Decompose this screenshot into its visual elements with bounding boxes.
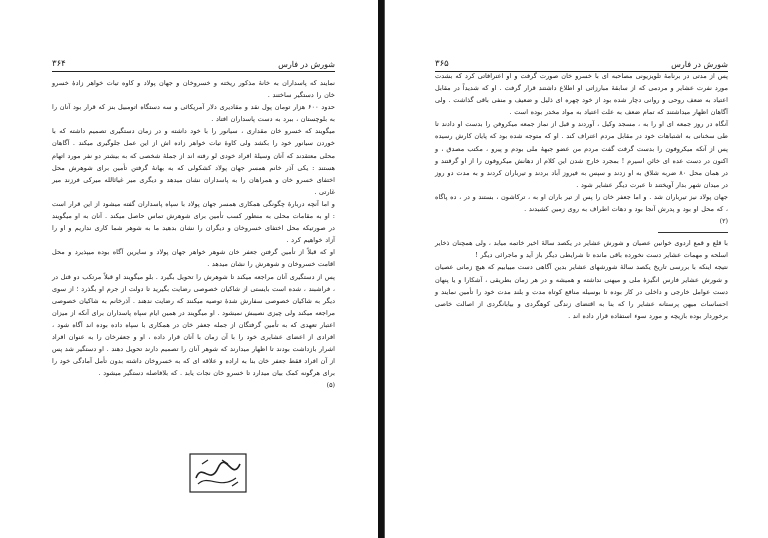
left-paragraph-6: پس از دستگیری آنان مراجعه میکند تا شوهرش را تحویل بگیرد . بلو میگویند او قبلاً مرتکب دو قتل در ، فراشبند ، شده است بایستی از شاکیان خصوصی رضایت بگیرید تا دولت از جرم او بگذرد ؛ از سوی دیگر به شاکیان خصوصی سفارش شدهٔ توصیه میکنند که رضایت ندهند . آذرخانم به شاکیان خصوصی مراجعه میکند ولی چیزی نصیبش نمیشود . او میگویند در همین ایام سپاه پاسداران برای آنکه از میزان اعتبار تعهدی که به تأمین گرفتگان از جمله جعفر خان در همکاری با سپاه داده بوده اند آگاه شود ، افرادی از اعضای عشایری خود را با آن زمان با آنان قرار داده ، او و جعفرخان را به عنوان افراد اشرار بازداشت بودند تا اظهار میدارند که شوهر آنان را تصمیم دارند تحویل دهند . او دستگیر شد پس از آن افراد فقط جعفر خان بنا به اراده و علاقه ای که به خسروخان داشته بدون تأمل آمادگی خود را برای هرگونه کمک بیان میدارد تا خسرو خان نجات یابد . که بلافاصله دستگیر میشود . — [52, 272, 335, 378]
left-paragraph-4: و اما آنچه دربارهٔ چگونگی همکاری همسر جهان پولاد با سپاه پاسداران گفته میشود از این قرار است : او به مقامات محلی به منظور کسب تأمین برای شوهرش تماس حاصل میکند . آنان به او میگویند در صورتیکه محل اختفای خسروخان و دیگران را نشان بدهید ما به شوهر شما کاری نداریم و او را آزاد خواهیم کرد . — [52, 199, 335, 245]
right-page-number: ۳۶۵ — [435, 59, 449, 69]
right-paragraph-5: نتیجه اینکه با بررسی تاریخ یکصد سالهٔ شورشهای عشایر بدین آگاهی دست مییابیم که هیچ زمانی عصیان و شورش عشایر فارس انگیزهٔ ملی و میهنی نداشته و همیشه و در هر زمان بطریقی ، آشکارا و یا پنهان دست عوامل خارجی و داخلی در کار بوده تا بوسیله منافع کوتاه مدت و بلند مدت خود را تأمین نمایند و احساسات میهن پرستانه عشایر را که بنا به اقتضای زندگی کوهگردی و بیابانگردی از اصالت خاصی برخوردار بوده بازیچه و مورد سوء استفاده قرار داده اند . — [435, 263, 728, 320]
left-paragraph-3: میگویند که خسرو خان مقداری ، سیانور را با خود داشته و در زمان دستگیری تصمیم داشته که با خوردن سیانور خود را بکشد ولی کاوهٔ تیات خواهر زاده اش از این عمل جلوگیری میکند . آگاهان محلی معتقدند که آنان وسیلهٔ افراد خودی لو رفته اند از جملهٔ شخصی که به بیشتر دو نفر مورد اتهام هستند : یکی آذر خانم همسر جهان پولاد کشکولی که به بهانهٔ گرفتن تأمین برای شوهرش محل اختفای خسرو خان و همراهان را به پاسداران نشان میدهد و دیگری میر غیاثالله میرکی فرزند میر غارتی . — [52, 127, 335, 196]
left-footnote-marker: (۵) — [326, 381, 335, 390]
right-paragraph-1: پس از مدتی در برنامهٔ تلویزیونی مصاحبه ای با خسرو خان صورت گرفت و او اعترافاتی کرد که بشدت مورد نفرت عشایر و مردمی که از سابقهٔ مبارزاتی او اطلاع داشتند قرار گرفت . او که شدیداً در مقابل اعتیاد به ضعف روحی و روانی دچار شده بود از خود چهره ای ذلیل و ضعیف و منفی باقی گذاشت . ولی آگاهان اظهار میداشتند که تمام ضعف به علت اعتیاد به مواد مخدر بوده است . — [435, 72, 728, 117]
right-paragraph-3: جهان پولاد نیز تیرباران شد . و اما جعفر خان را پس از تیر باران او به ، ترکاشون ، بستند و در ، ده پاگاه ، که محل او بود و پدرش آنجا بود و دهات اطراف به روی زمین کشیدند . — [435, 192, 728, 214]
left-page-body — [52, 77, 335, 391]
left-running-title: شورش در فارس — [278, 60, 335, 69]
left-page-number: ۳۶۴ — [52, 59, 66, 69]
right-page — [385, 0, 768, 538]
left-page-header — [52, 55, 335, 72]
left-paragraph-2: حدود ۶۰۰ هزار تومان پول نقد و مقادیری دلار آمریکائی و سه دستگاه اتومبیل بنز که قرار بود آنان را به بلوچستان ، ببرد به دست پاسداران افتاد . — [52, 103, 335, 124]
right-paragraph-4: با قلع و قمع اردوی خوانین عصیان و شورش عشایر در یکصد سالهٔ اخیر خاتمه میابد ، ولی همچنان ذخایر اسلحه و مهمات عشایر دست نخورده باقی مانده تا شرایطی دیگر باز آید و ماجرائی دیگر ! — [435, 239, 728, 260]
right-footnote-marker: (۲) — [719, 217, 728, 226]
right-running-title: شورش در فارس — [671, 60, 728, 69]
right-section-rule — [658, 232, 728, 233]
right-page-body — [435, 70, 728, 322]
right-paragraph-2: آنگاه در روز جمعه ای او را به ، مسجد وکیل ، آوردند و قبل از نماز جمعه میکروفن را بدست او دادند تا طی سخنانی به اشتباهات خود در مقابل مردم اعتراف کند . او که متوجه شده بود که پایان کارش رسیده پس از آنکه میکروفون را بدست گرفت گفت مردم من عضو جبههٔ ملی بودم و پیرو ، مکتب مصدق ، و اکنون در دست عده ای خائن اسیرم ! بمجرد خارج شدن این کلام از دهانش میکروفون را از او گرفتند و در همان محل ۸۰ ضربه شلاق به او زدند و سپس به فیروز آباد بردند و تیرباران کردند و به مدت دو روز در میدان شهر بدار آویختند تا عبرت دیگر عشایر شود . — [435, 120, 728, 189]
left-page — [0, 0, 380, 538]
left-paragraph-5: او که قبلاً از تأمین گرفتن جعفر خان شوهر خواهر جهان پولاد و سایرین آگاه بوده میپذیرد و محل اقامت خسروخان و شوهرش را نشان میدهد . — [52, 248, 335, 269]
left-paragraph-1: نمایند که پاسداران به خانهٔ مذکور ریخته و خسروخان و جهان پولاد و کاوه تیات خواهر زادهٔ خسرو خان را دستگیر ساختند . — [52, 79, 335, 100]
signature-stamp — [188, 452, 248, 494]
